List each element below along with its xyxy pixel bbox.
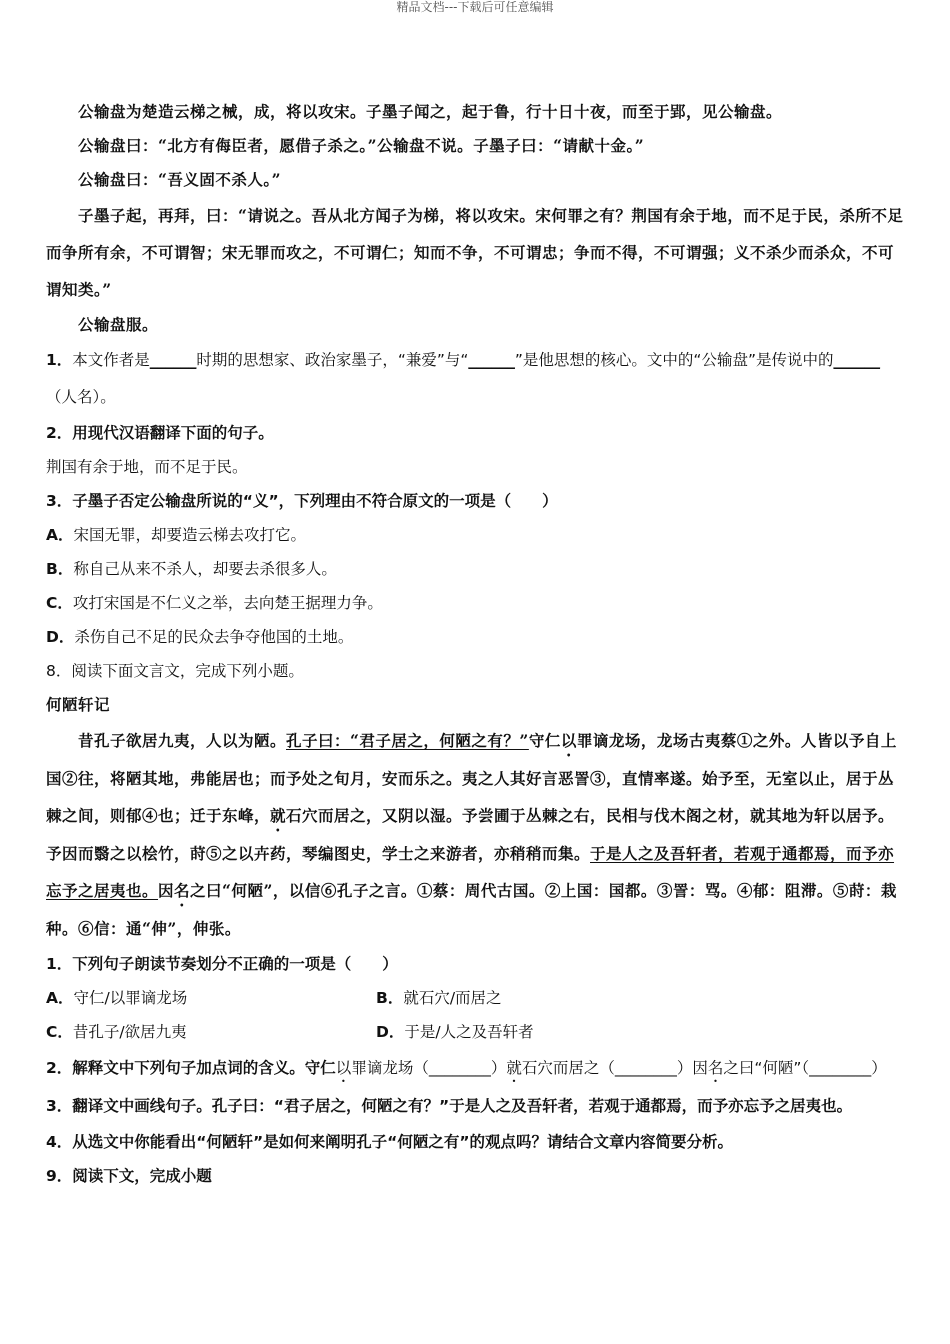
translate-sentence: 荆国有余于地，而不足于民。: [46, 458, 248, 476]
dotted-word: 名: [707, 1059, 724, 1077]
question-1: 1．下列句子朗读节奏划分不正确的一项是（ ）: [46, 955, 398, 973]
answer-blank: ______: [468, 351, 515, 369]
question-8-heading: 8．阅读下面文言文，完成下列小题。: [46, 662, 304, 680]
passage-helouxuan: [46, 722, 908, 947]
questions-section-2: [46, 947, 908, 1193]
answer-blank: ______: [833, 351, 880, 369]
footnotes: ①蔡：周代古国。②上国：国都。③詈：骂。④郁：阻滞。⑤莳：栽种。⑥信：通“伸”，伸张。: [46, 881, 897, 938]
option-a: A．宋国无罪，却要造云梯去攻打它。: [46, 526, 307, 544]
passage-paragraph: 子墨子起，再拜，曰：“请说之。吾从北方闻子为梯，将以攻宋。宋何罪之有？荆国有余于地，而不足于民，杀所不足而争所有余，不可谓智；宋无罪而攻之，不可谓仁；知而不争，不可谓忠；争而不得，不可谓强；义不杀少而杀众，不可谓知类。”: [46, 206, 904, 299]
question-2: 2．解释文中下列句子加点词的含义。守仁以罪谪龙场（________）就石穴而居之（________）因名之曰“何陋”（________）: [46, 1059, 887, 1077]
options-row: [46, 981, 908, 1015]
option-d: D．于是/人之及吾轩者: [376, 1023, 534, 1041]
dotted-word: 以: [560, 731, 577, 750]
answer-blank: ______: [149, 351, 197, 369]
underlined-sentence: 于是人之及吾轩者，若观于通都焉，而予亦忘予之居夷也。: [46, 844, 895, 900]
question-3: 3．子墨子否定公输盘所说的“义”，下列理由不符合原文的一项是（ ）: [46, 492, 558, 510]
passage-paragraph: 昔孔子欲居九夷，人以为陋。孔子曰：“君子居之，何陋之有？”守仁以罪谪龙场，龙场古夷蔡①之外。人皆以予自上国②往，将陋其地，弗能居也；而予处之旬月，安而乐之。夷之人其好言恶詈③，直情率遂。始予至，无室以止，居于丛棘之间，则郁④也；迁于东峰，就石穴而居之，又阴以湿。予尝圃于丛棘之右，民相与伐木阁之材，就其地为轩以居予。予因而翳之以桧竹，莳⑤之以卉药，琴编图史，学士之来游者，亦稍稍而集。于是人之及吾轩者，若观于通都焉，而予亦忘予之居夷也。因名之曰“何陋”，以信⑥孔子之言。①蔡：周代古国。②上国：国都。③詈：骂。④郁：阻滞。⑤莳：栽种。⑥信：通“伸”，伸张。: [46, 731, 897, 938]
dotted-word: 以: [335, 1059, 352, 1077]
passage-paragraph: 公输盘服。: [78, 315, 159, 334]
passage-title: 何陋轩记: [46, 695, 111, 714]
passage-paragraph: 公输盘曰：“北方有侮臣者，愿借子杀之。”公输盘不说。子墨子曰：“请献十金。”: [78, 136, 645, 155]
option-b: B．称自己从来不杀人，却要去杀很多人。: [46, 560, 337, 578]
option-a: A．守仁/以罪谪龙场: [46, 989, 188, 1007]
dotted-word: 就: [270, 806, 287, 825]
passage-paragraph: 公输盘曰：“吾义固不杀人。”: [78, 170, 282, 189]
options-row: [46, 1015, 908, 1049]
option-c: C．攻打宋国是不仁义之举，去向楚王据理力争。: [46, 594, 383, 612]
question-4: 4．从选文中你能看出“何陋轩”是如何来阐明孔子“何陋之有”的观点吗？请结合文章内容简要分析。: [46, 1133, 734, 1151]
question-9-heading: 9．阅读下文，完成小题: [46, 1167, 212, 1185]
document-body: [46, 95, 908, 1193]
option-c: C．昔孔子/欲居九夷: [46, 1023, 187, 1041]
question-2: 2．用现代汉语翻译下面的句子。: [46, 424, 274, 442]
questions-section-1: [46, 342, 908, 722]
question-3: 3．翻译文中画线句子。孔子曰：“君子居之，何陋之有？”于是人之及吾轩者，若观于通都焉，而予亦忘予之居夷也。: [46, 1097, 853, 1115]
question-1: 1．本文作者是______时期的思想家、政治家墨子，“兼爱”与“______”是他思想的核心。文中的“公输盘”是传说中的______（人名）。: [46, 351, 880, 406]
dotted-word: 就: [506, 1059, 522, 1077]
underlined-sentence: 孔子曰：“君子居之，何陋之有？”: [286, 731, 529, 750]
passage-paragraph: 公输盘为楚造云梯之械，成，将以攻宋。子墨子闻之，起于鲁，行十日十夜，而至于郢，见公输盘。: [78, 102, 783, 121]
option-b: B．就石穴/而居之: [376, 989, 502, 1007]
dotted-word: 名: [174, 881, 191, 900]
page-header: 精品文档---下载后可任意编辑: [396, 0, 554, 14]
passage-mozi: [46, 95, 908, 342]
option-d: D．杀伤自己不足的民众去争夺他国的土地。: [46, 628, 354, 646]
